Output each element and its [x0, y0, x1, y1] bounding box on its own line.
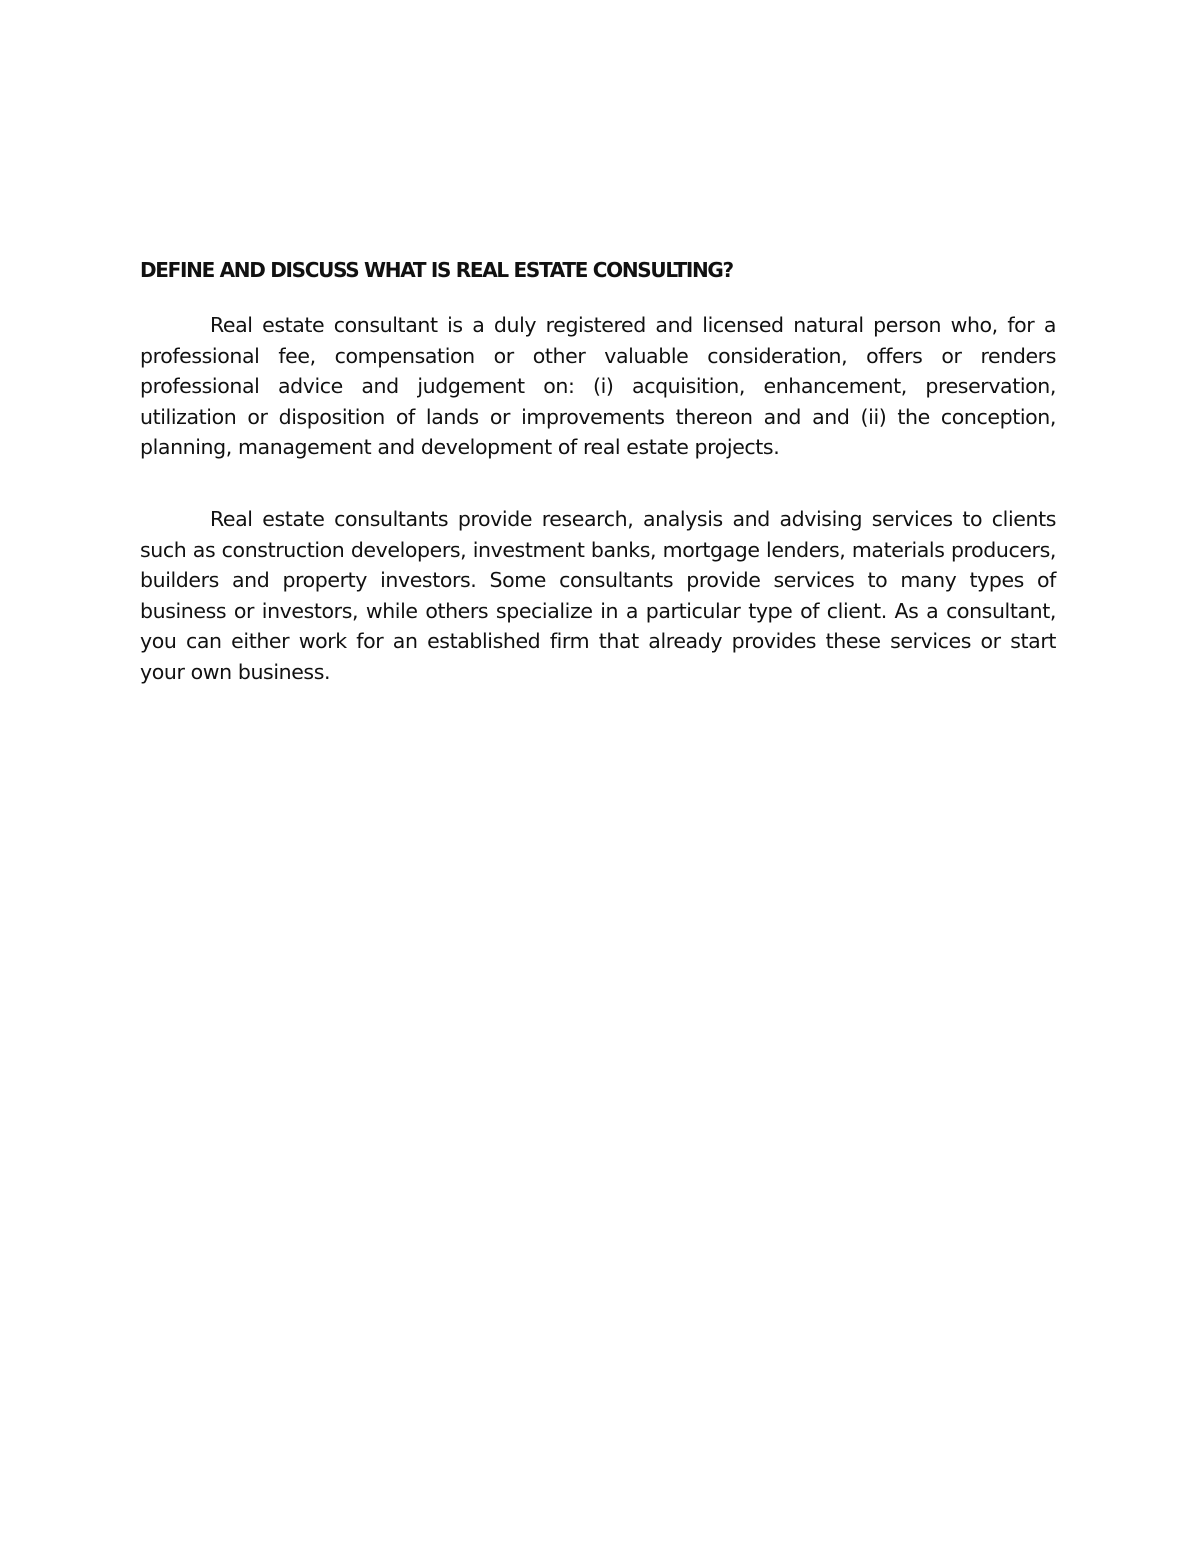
document-heading: DEFINE AND DISCUSS WHAT IS REAL ESTATE CONSULTING? — [140, 258, 733, 282]
paragraph-services: Real estate consultants provide research, analysis and advising services to clients such as construction developers, investment banks, mortgage lenders, materials producers, builders and property investors. Some consultants provide services to many types of business or investors, while others specialize in a particular type of client. As a consultant, you can either work for an established firm that already provides these services or start your own business. — [140, 506, 1056, 684]
paragraph-definition: Real estate consultant is a duly registered and licensed natural person who, for a professional fee, compensation or other valuable consideration, offers or renders professional advice and judgement on: (i) acquisition, enhancement, preservation, utilization or disposition of lands or improvements thereon and and (ii) the conception, planning, management and development of real estate projects. — [140, 313, 1056, 460]
document-body — [140, 252, 1056, 688]
